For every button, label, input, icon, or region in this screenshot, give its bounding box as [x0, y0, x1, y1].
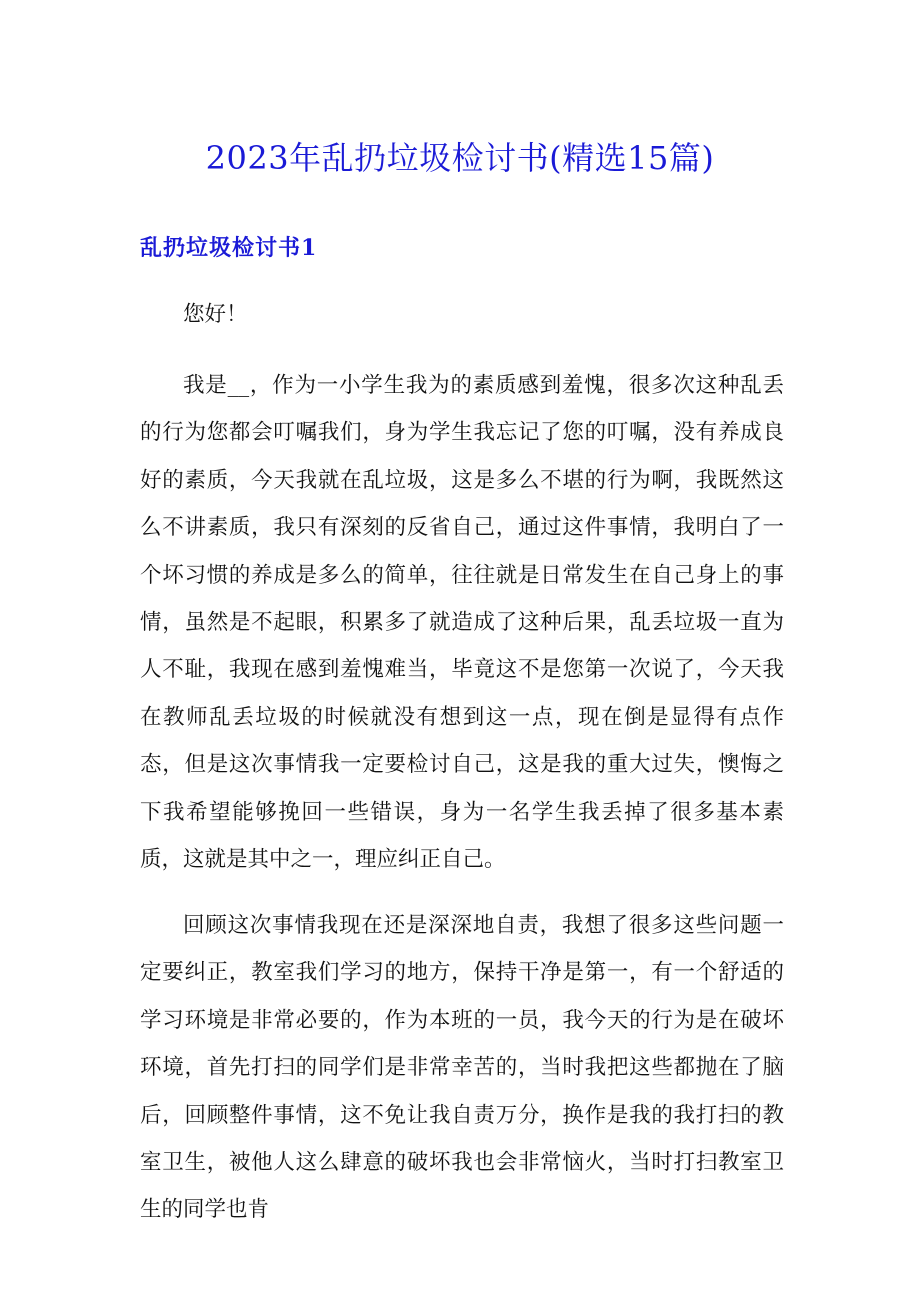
document-title: 2023年乱扔垃圾检讨书(精选15篇): [205, 139, 715, 177]
body-paragraph-1: 我是__，作为一小学生我为的素质感到羞愧，很多次这种乱丢的行为您都会叮嘱我们，身为学生我忘记了您的叮嘱，没有养成良好的素质，今天我就在乱垃圾，这是多么不堪的行为啊，我既然这么不讲素质，我只有深刻的反省自己，通过这件事情，我明白了一个坏习惯的养成是多么的简单，往往就是日常发生在自己身上的事情，虽然是不起眼，积累多了就造成了这种后果，乱丢垃圾一直为人不耻，我现在感到羞愧难当，毕竟这不是您第一次说了，今天我在教师乱丢垃圾的时候就没有想到这一点，现在倒是显得有点作态，但是这次事情我一定要检讨自己，这是我的重大过失，懊悔之下我希望能够挽回一些错误，身为一名学生我丢掉了很多基本素质，这就是其中之一，理应纠正自己。: [140, 373, 784, 873]
section-heading: 乱扔垃圾检讨书1: [140, 235, 318, 261]
body-paragraph-2: 回顾这次事情我现在还是深深地自责，我想了很多这些问题一定要纠正，教室我们学习的地方，保持干净是第一，有一个舒适的学习环境是非常必要的，作为本班的一员，我今天的行为是在破坏环境，首先打扫的同学们是非常幸苦的，当时我把这些都抛在了脑后，回顾整件事情，这不免让我自责万分，换作是我的我打扫的教室卫生，被他人这么肆意的破坏我也会非常恼火，当时打扫教室卫生的同学也肯: [140, 913, 784, 1223]
greeting-line: 您好！: [183, 302, 248, 327]
